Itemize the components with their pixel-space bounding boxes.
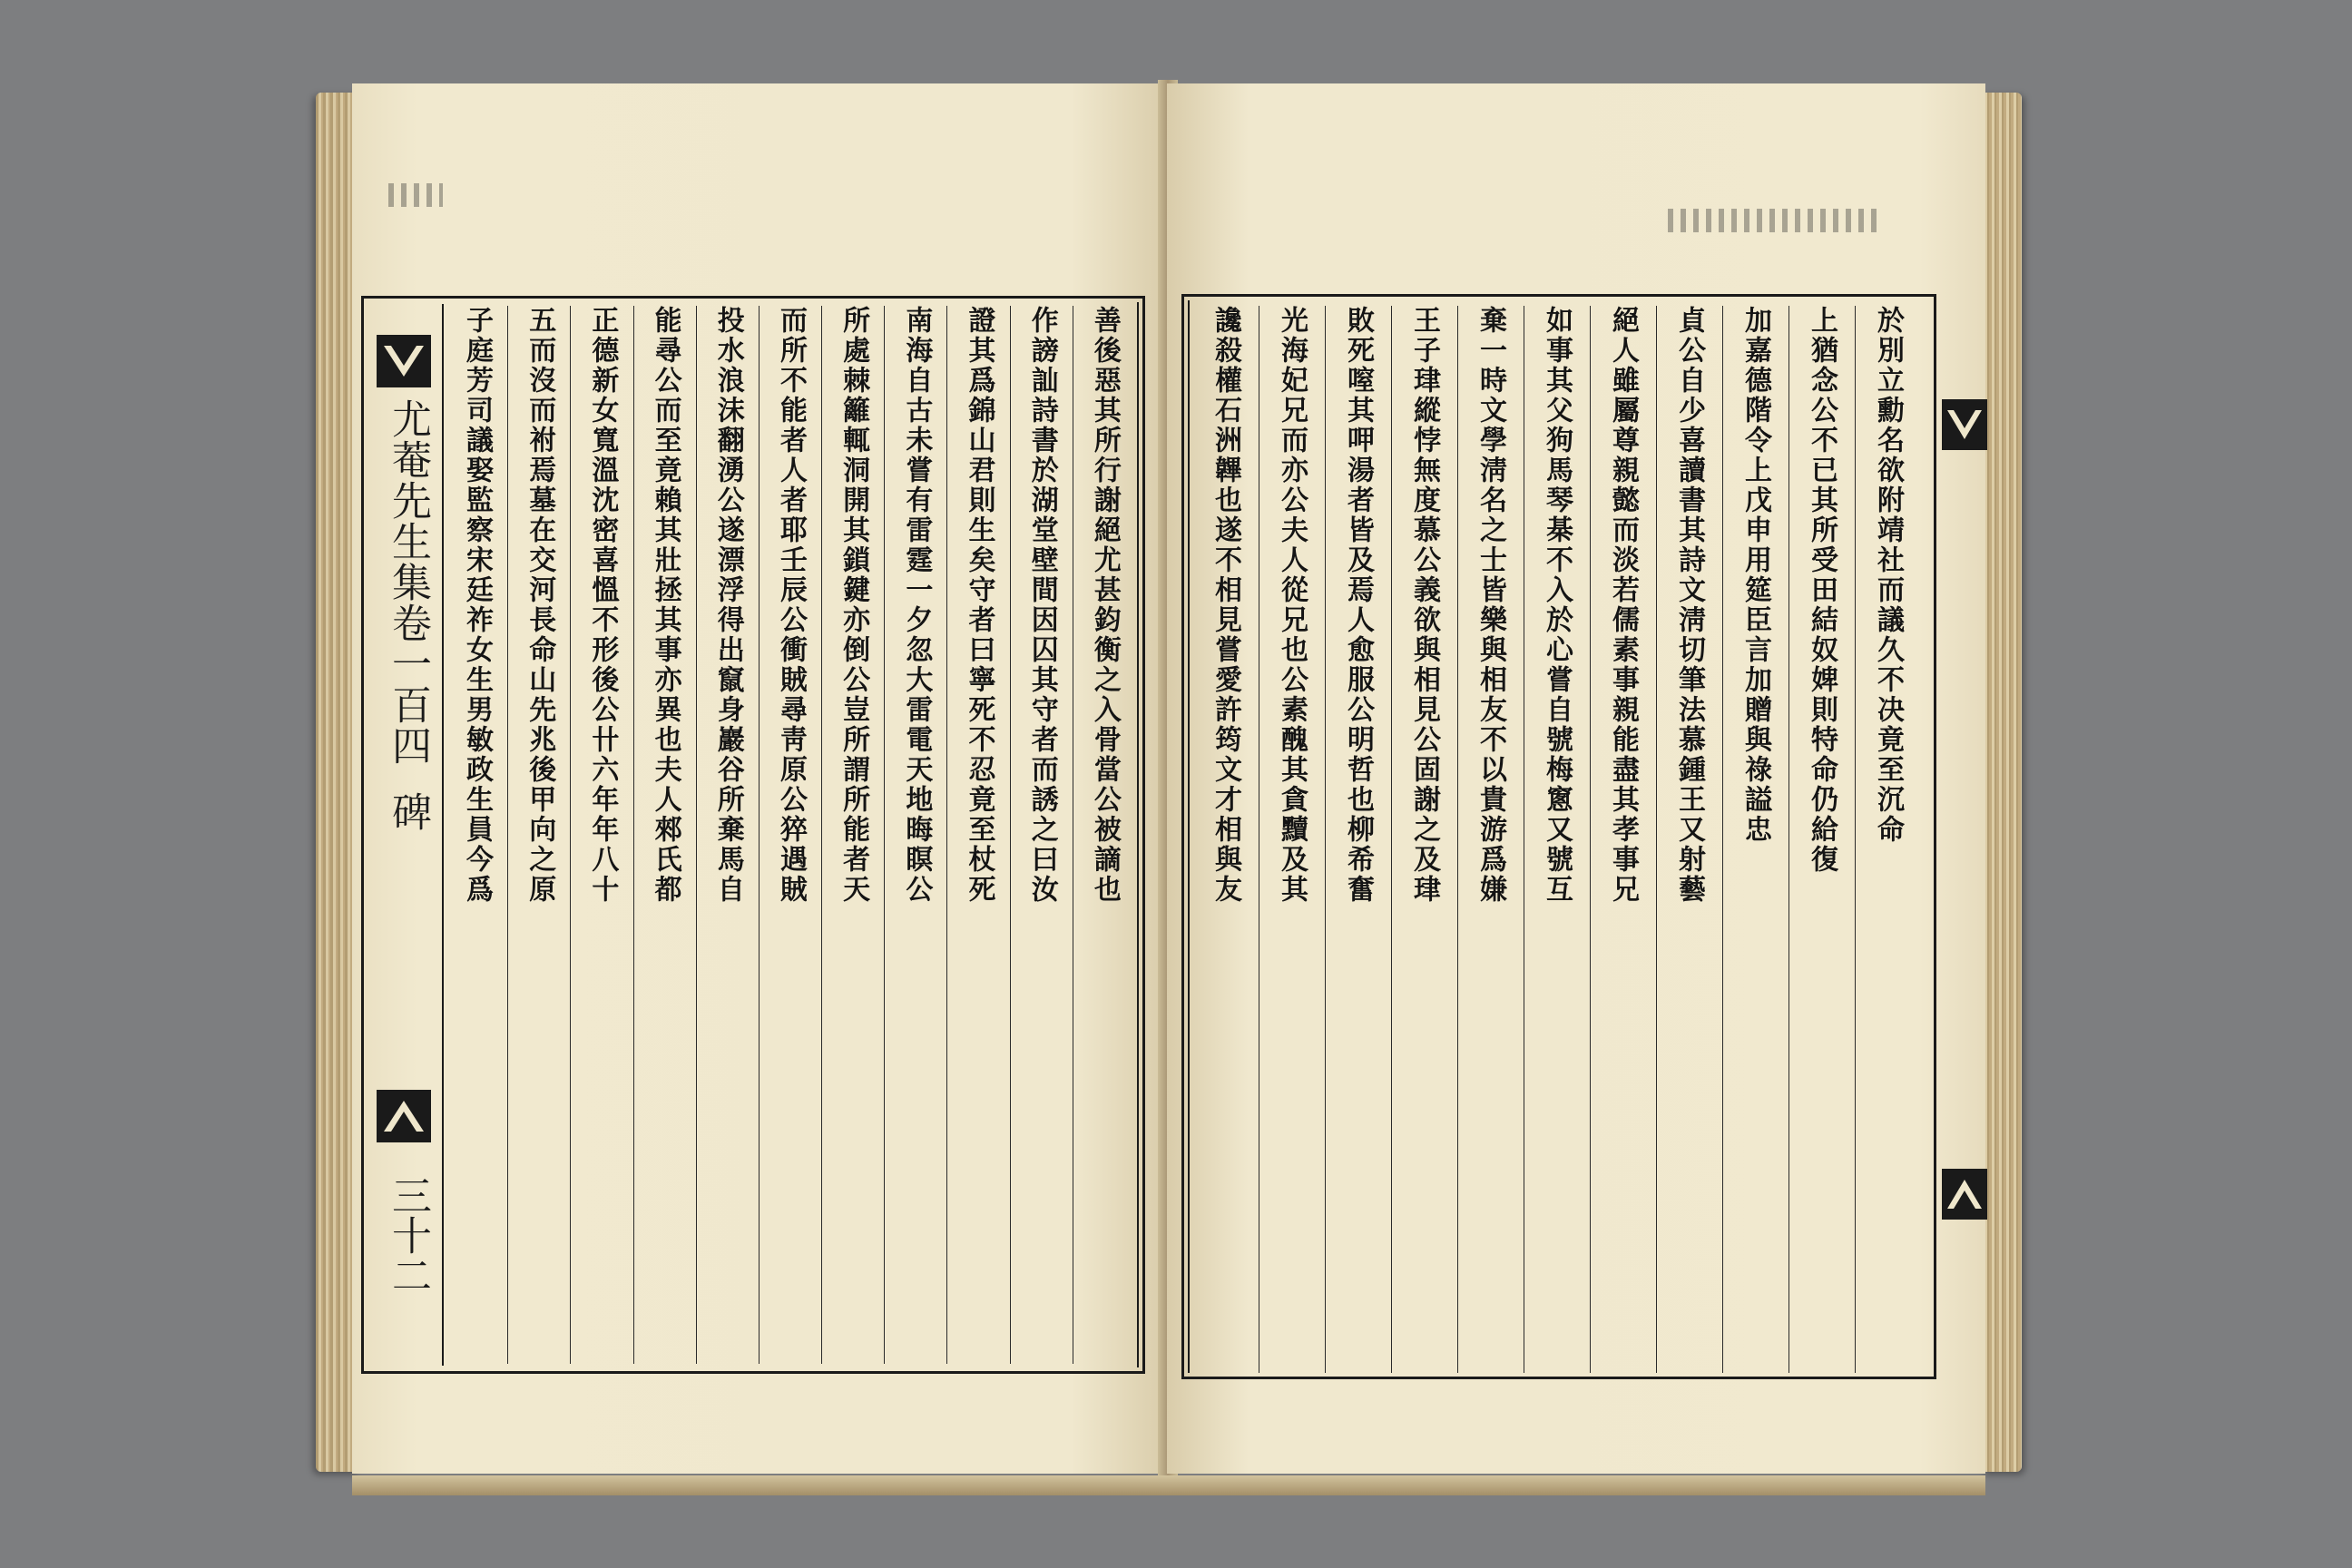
right-page [1167,83,1985,1474]
text-column: 而所不能者人者耶壬辰公衝賊尋靑原公猝遇賊 [759,306,821,1364]
page-number: 三十二 [385,1175,431,1295]
right-text-frame [1181,294,1936,1379]
text-column: 於別立勳名欲附靖社而議久不决竟至沉命 [1855,306,1919,1373]
fish-tail-edge-mark-bottom-icon [1942,1169,1987,1220]
text-column: 棄一時文學淸名之士皆樂與相友不以貴游爲嫌 [1457,306,1522,1373]
text-column: 南海自古未嘗有雷霆一夕忽大雷電天地晦瞑公 [884,306,946,1364]
page-edges-right [1982,93,2022,1472]
fish-tail-mark-bottom-icon [377,1090,431,1142]
section-label: 碑 [385,791,431,832]
fish-tail-edge-mark-icon [1942,399,1987,450]
text-column: 如事其父狗馬琴棊不入於心嘗自號梅窻又號互 [1524,306,1588,1373]
text-column: 敗死㗧其呷湯者皆及焉人愈服公明哲也柳希奮 [1325,306,1389,1373]
book-title: 尤菴先生集卷一百四 [385,398,431,766]
ink-bleed [1668,209,1877,232]
text-column: 證其爲錦山君則生矣守者曰寧死不忍竟至杖死 [946,306,1009,1364]
text-column: 善後惡其所行謝絕尤甚鈞衡之入骨當公被謫也 [1073,306,1135,1364]
text-column: 能尋公而至竟賴其壯拯其事亦異也夫人郲氏都 [633,306,696,1364]
text-column: 王子珒縱悖無度慕公義欲與相見公固謝之及珒 [1391,306,1455,1373]
right-text-columns [1193,306,1919,1373]
open-book [316,80,2022,1495]
text-column: 投水浪沫翻湧公遂漂浮得出竄身巖谷所棄馬自 [696,306,759,1364]
text-column: 正德新女寬溫沈密喜慍不形後公卄六年年八十 [570,306,632,1364]
text-column: 讒殺權石洲韠也遂不相見嘗愛許筠文才相與友 [1210,306,1241,905]
text-column: 五而沒而祔焉墓在交河長命山先兆後甲向之原 [507,306,570,1364]
center-column [369,304,444,1366]
text-column: 上猶念公不已其所受田結奴婢則特命仍給復 [1788,306,1853,1373]
page-block-bottom [352,1475,1985,1495]
left-text-frame [361,296,1145,1374]
text-column: 作謗訕詩書於湖堂壁間因囚其守者而誘之曰汝 [1010,306,1073,1364]
text-column: 光海妃兄而亦公夫人從兄也公素醜其貪黷及其 [1259,306,1323,1373]
left-text-columns [446,306,1135,1364]
text-column: 絕人雖屬尊親懿而淡若儒素事親能盡其孝事兄 [1590,306,1654,1373]
left-page [352,83,1169,1474]
text-column: 所處棘籬輒洞開其鎖鍵亦倒公豈所謂所能者天 [821,306,884,1364]
book-header [378,398,436,832]
text-column: 貞公自少喜讀書其詩文淸切筆法慕鍾王又射藝 [1656,306,1720,1373]
text-column: 加嘉德階令上戊申用筵臣言加贈與祿謚忠 [1722,306,1787,1373]
text-column: 子庭芳司議娶監察宋廷祚女生男敏政生員今爲 [461,306,494,905]
fish-tail-mark-icon [377,335,431,387]
